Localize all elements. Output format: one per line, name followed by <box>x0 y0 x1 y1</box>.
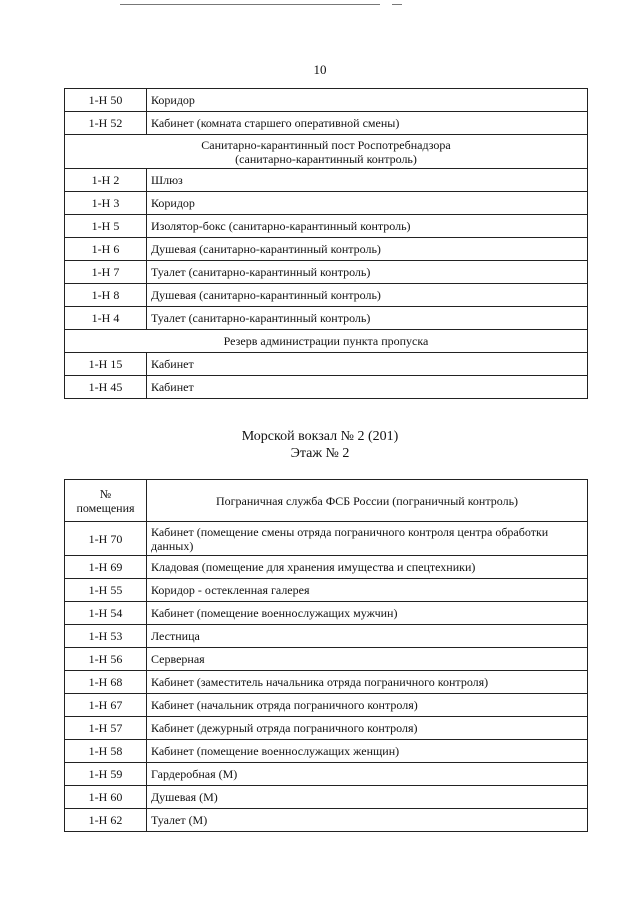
room-name: Туалет (санитарно-карантинный контроль) <box>147 261 588 284</box>
top-edge-line <box>120 4 380 5</box>
top-edge-line-short <box>392 4 402 5</box>
table-row <box>65 192 588 215</box>
table-row <box>65 671 588 694</box>
room-code: 1-Н 68 <box>65 671 147 694</box>
section-reserve-row <box>65 330 588 353</box>
header-room-number-sign: № <box>99 486 112 501</box>
room-code: 1-Н 45 <box>65 376 147 399</box>
room-code: 1-Н 6 <box>65 238 147 261</box>
rooms-table-floor2 <box>64 479 588 832</box>
room-code: 1-Н 67 <box>65 694 147 717</box>
table-row <box>65 579 588 602</box>
room-name: Коридор <box>147 89 588 112</box>
section-reserve <box>65 330 588 353</box>
table-row <box>65 284 588 307</box>
table-row <box>65 786 588 809</box>
room-code: 1-Н 60 <box>65 786 147 809</box>
header-service-name: Пограничная служба ФСБ России (пограничный контроль) <box>147 480 588 522</box>
room-name: Коридор - остекленная галерея <box>147 579 588 602</box>
section-reserve-line: Резерв администрации пункта пропуска <box>223 334 429 348</box>
room-code: 1-Н 70 <box>65 522 147 556</box>
table-row <box>65 556 588 579</box>
room-name: Гардеробная (М) <box>147 763 588 786</box>
table-row <box>65 694 588 717</box>
section-sanitary <box>65 135 588 169</box>
room-code: 1-Н 5 <box>65 215 147 238</box>
table-row <box>65 625 588 648</box>
table-row <box>65 376 588 399</box>
room-code: 1-Н 3 <box>65 192 147 215</box>
room-name: Душевая (М) <box>147 786 588 809</box>
room-code: 1-Н 15 <box>65 353 147 376</box>
room-name: Изолятор-бокс (санитарно-карантинный контроль) <box>147 215 588 238</box>
room-name: Кабинет <box>147 353 588 376</box>
room-name: Шлюз <box>147 169 588 192</box>
room-name: Кабинет (помещение военнослужащих мужчин) <box>147 602 588 625</box>
page-number: 10 <box>313 62 327 77</box>
section-title-building: Морской вокзал № 2 (201) <box>241 429 399 444</box>
room-name: Лестница <box>147 625 588 648</box>
room-code: 1-Н 50 <box>65 89 147 112</box>
room-code: 1-Н 57 <box>65 717 147 740</box>
room-code: 1-Н 52 <box>65 112 147 135</box>
table-row <box>65 353 588 376</box>
room-name: Кабинет (заместитель начальника отряда пограничного контроля) <box>147 671 588 694</box>
room-name: Кабинет (дежурный отряда пограничного контроля) <box>147 717 588 740</box>
table-row <box>65 717 588 740</box>
table-row <box>65 522 588 556</box>
header-room-number-label: помещения <box>76 500 135 515</box>
room-code: 1-Н 59 <box>65 763 147 786</box>
room-code: 1-Н 56 <box>65 648 147 671</box>
table-row <box>65 238 588 261</box>
section-title-floor: Этаж № 2 <box>290 446 350 461</box>
room-name: Кабинет (начальник отряда пограничного контроля) <box>147 694 588 717</box>
table-row <box>65 89 588 112</box>
room-name: Душевая (санитарно-карантинный контроль) <box>147 284 588 307</box>
room-code: 1-Н 53 <box>65 625 147 648</box>
table-row <box>65 215 588 238</box>
rooms-table-floor1 <box>64 88 588 399</box>
table-row <box>65 763 588 786</box>
room-name: Коридор <box>147 192 588 215</box>
room-name: Туалет (М) <box>147 809 588 832</box>
section-title <box>0 428 640 462</box>
table-row <box>65 602 588 625</box>
table-row <box>65 112 588 135</box>
room-name: Кабинет (помещение смены отряда пограничного контроля центра обработки данных) <box>147 522 588 556</box>
room-code: 1-Н 54 <box>65 602 147 625</box>
table-header-row <box>65 480 588 522</box>
room-name: Кабинет <box>147 376 588 399</box>
room-name: Серверная <box>147 648 588 671</box>
table-row <box>65 740 588 763</box>
table-row <box>65 307 588 330</box>
header-room-number <box>65 480 147 522</box>
table-row <box>65 809 588 832</box>
section-sanitary-line: Санитарно-карантинный пост Роспотребнадзора <box>201 137 451 152</box>
room-name: Кладовая (помещение для хранения имущества и спецтехники) <box>147 556 588 579</box>
room-name: Туалет (санитарно-карантинный контроль) <box>147 307 588 330</box>
room-code: 1-Н 69 <box>65 556 147 579</box>
table-row <box>65 261 588 284</box>
table-row <box>65 648 588 671</box>
room-code: 1-Н 4 <box>65 307 147 330</box>
room-code: 1-Н 2 <box>65 169 147 192</box>
room-code: 1-Н 58 <box>65 740 147 763</box>
room-name: Кабинет (комната старшего оперативной смены) <box>147 112 588 135</box>
section-sanitary-row <box>65 135 588 169</box>
room-code: 1-Н 55 <box>65 579 147 602</box>
room-code: 1-Н 8 <box>65 284 147 307</box>
table-row <box>65 169 588 192</box>
room-name: Душевая (санитарно-карантинный контроль) <box>147 238 588 261</box>
room-code: 1-Н 7 <box>65 261 147 284</box>
room-name: Кабинет (помещение военнослужащих женщин) <box>147 740 588 763</box>
room-code: 1-Н 62 <box>65 809 147 832</box>
section-sanitary-line: (санитарно-карантинный контроль) <box>235 151 417 166</box>
